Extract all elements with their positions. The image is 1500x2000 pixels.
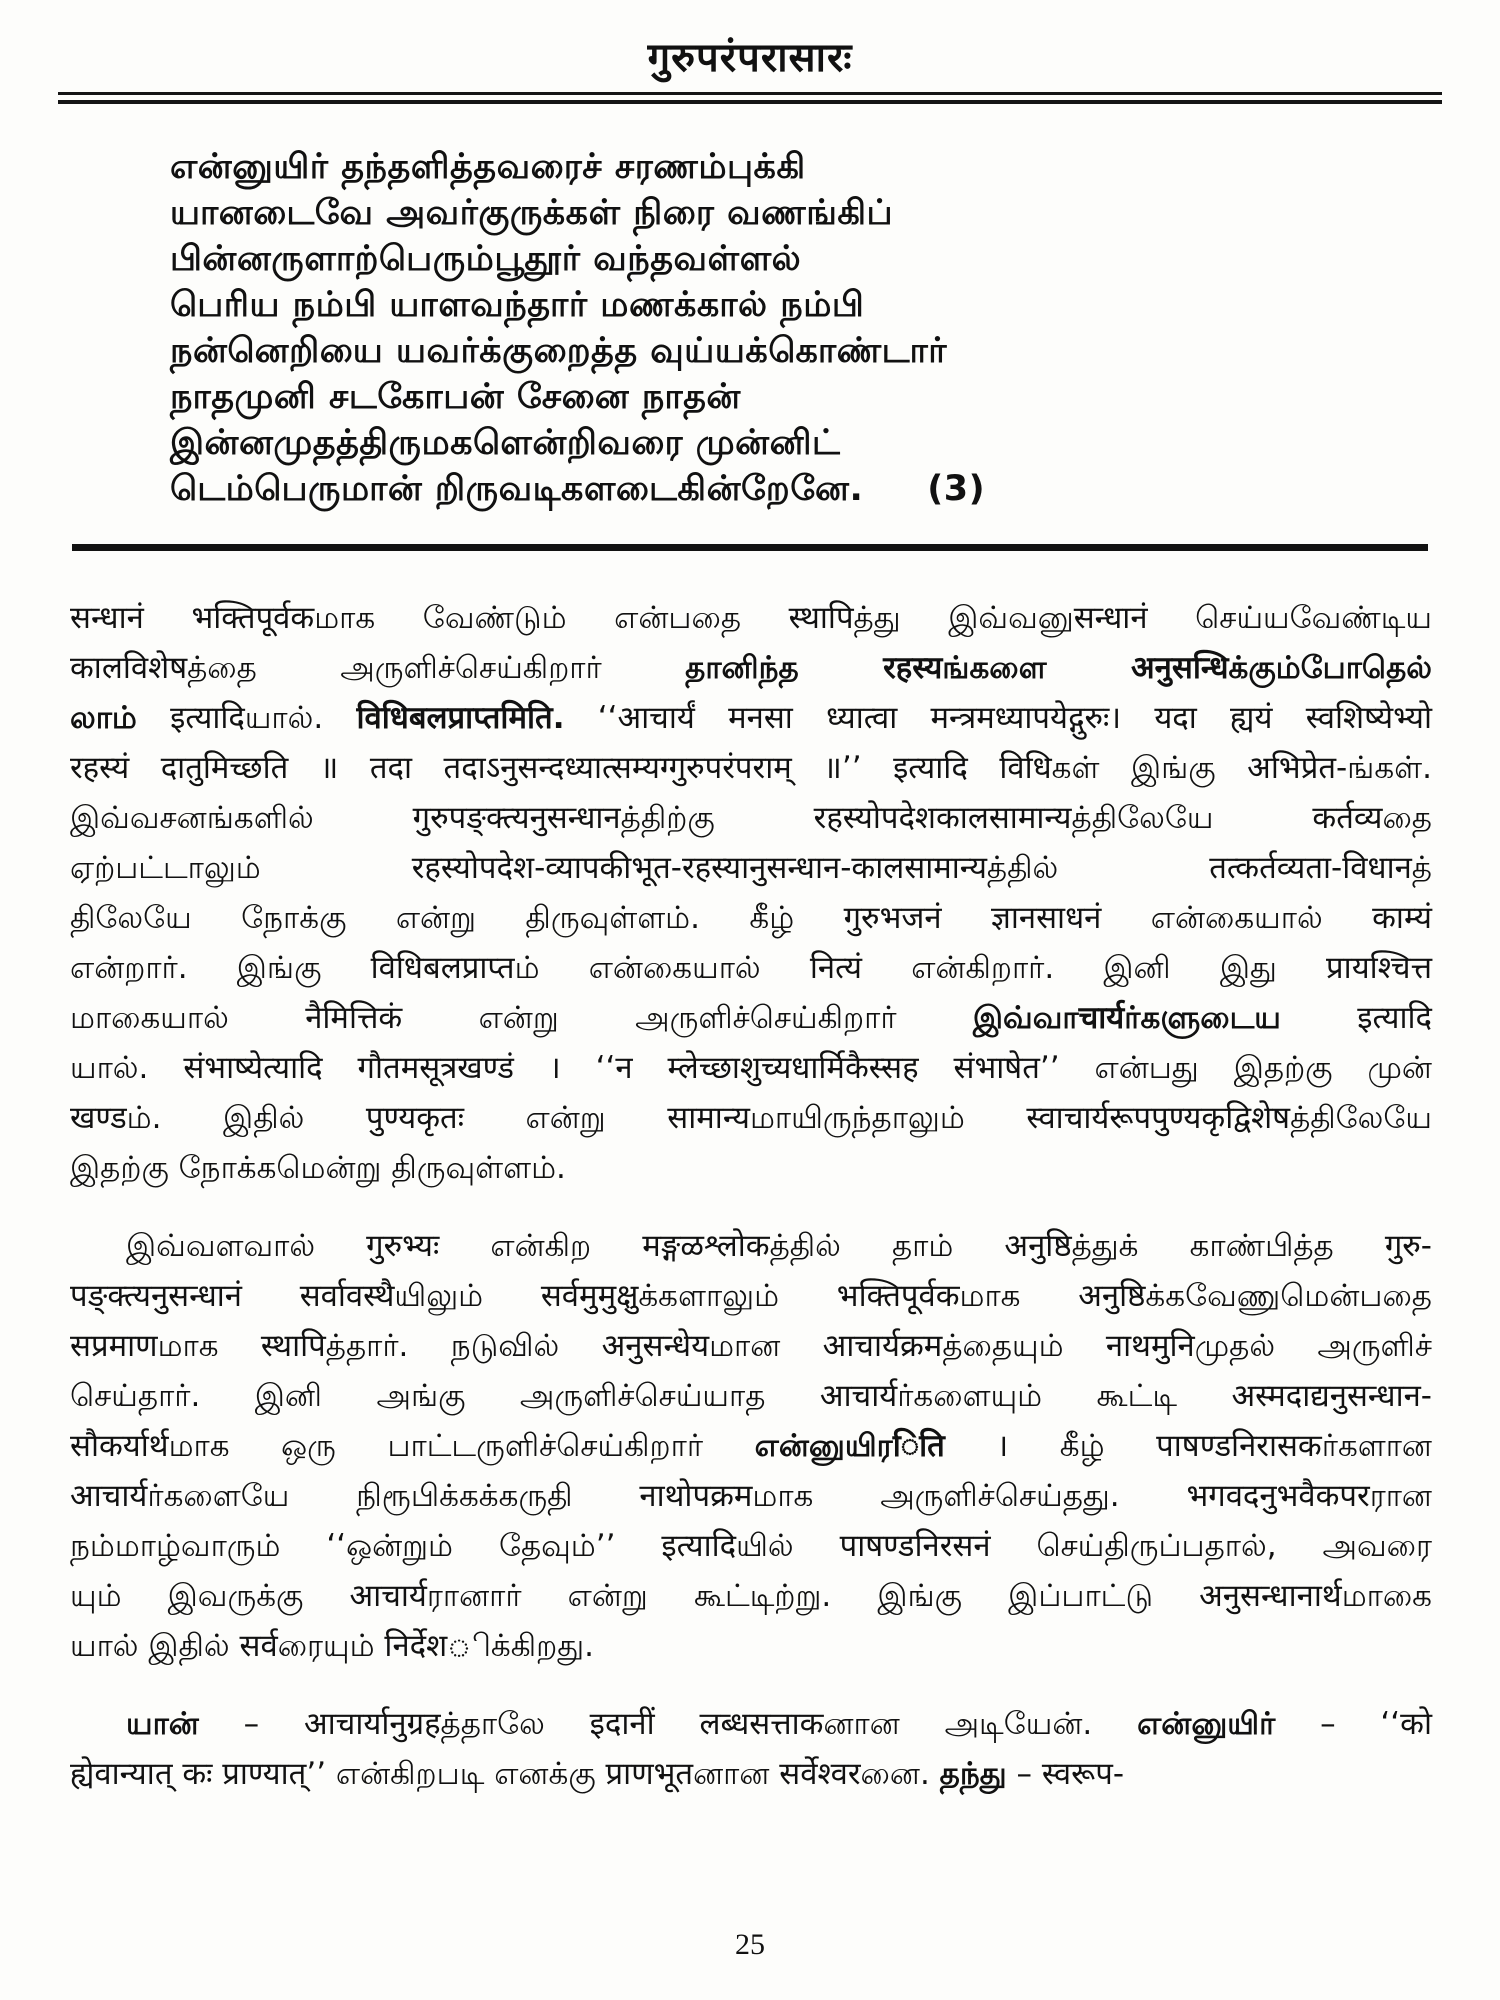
- verse-line-text: யானடைவே அவர்குருக்கள் நிரை வணங்கிப்: [170, 193, 894, 233]
- paragraph: [70, 1699, 1432, 1799]
- body-line: [70, 793, 1432, 843]
- emphasized-text-segment: என்னுயிர்: [1137, 1706, 1276, 1742]
- body-line: [70, 1143, 1432, 1193]
- text-segment: खण्डம். இதில் पुण्यकृतः என்று सामान्यமாயிருந்தாலும் स्वाचार्यरूपपुण्यकृद्विशेषத்திலேயே: [70, 1100, 1432, 1136]
- text-segment: யால். संभाष्येत्यादि गौतमसूत्रखण्डं । ‘‘न म्लेच्छाशुच्यधार्मिकैस्सह संभाषेत’’ என்பது இதற்கு முன்: [70, 1050, 1432, 1086]
- text-segment: என்றார். இங்கு विधिबलप्राप्तம் என்கையால் नित्यं என்கிறார். இனி இது प्रायश्चित्त: [70, 950, 1432, 986]
- verse-line-text: டெம்பெருமான் றிருவடிகளடைகின்றேனே.: [170, 469, 864, 509]
- verse-number: (3): [927, 469, 986, 509]
- verse-line: [170, 420, 1380, 466]
- verse-line: [170, 328, 1380, 374]
- body-line: [70, 993, 1432, 1043]
- body-line: [70, 893, 1432, 943]
- body-line: [70, 1749, 1432, 1799]
- emphasized-text-segment: யான்: [126, 1706, 199, 1742]
- body-line: [70, 593, 1432, 643]
- body-line: [70, 743, 1432, 793]
- text-segment: இதற்கு நோக்கமென்று திருவுள்ளம்.: [70, 1150, 566, 1186]
- emphasized-text-segment: தந்து: [939, 1756, 1007, 1792]
- text-segment: ह्येवान्यात् कः प्राण्यात्’’ என்கிறபடி எனக்கு प्राणभूतனான सर्वेश्वरனை.: [70, 1756, 940, 1792]
- header-rule: [58, 92, 1442, 104]
- text-segment: ‘‘आचार्यं मनसा ध्यात्वा मन्त्रमध्यापयेद्गुरुः। यदा ह्ययं स्वशिष्येभ्यो: [564, 700, 1432, 736]
- text-segment: इत्यादिயால்.: [136, 700, 357, 736]
- commentary-body: [70, 593, 1432, 1799]
- body-line: [70, 1271, 1432, 1321]
- text-segment: நம்மாழ்வாரும் ‘‘ஒன்றும் தேவும்’’ इत्यादिயில் पाषण्डनिरसनं செய்திருப்பதால், அவரை: [70, 1528, 1432, 1564]
- paragraph: [70, 593, 1432, 1193]
- body-line: [70, 1521, 1432, 1571]
- emphasized-text-segment: தானிந்த रहस्यங்களை अनुसन्धिக்கும்போதெல்: [685, 650, 1432, 686]
- text-segment: யால் இதில் सर्वரையும் निर्देशிக்கிறது.: [70, 1628, 594, 1664]
- text-segment: पङ्क्त्यनुसन्धानं सर्वावस्थैயிலும் सर्वमुमुक्षुக்களாலும் भक्तिपूर्वकமாக अनुष्ठिக்கவேணுமென்பதை: [70, 1278, 1432, 1314]
- body-line: [70, 1371, 1432, 1421]
- text-segment: सौकर्यार्थமாக ஒரு பாட்டருளிச்செய்கிறார்: [70, 1428, 755, 1464]
- text-segment: யும் இவருக்கு आचार्यரானார் என்று கூட்டிற்று. இங்கு இப்பாட்டு अनुसन्धानार्थமாகை: [70, 1578, 1432, 1614]
- body-line: [70, 1093, 1432, 1143]
- paragraph: [70, 1221, 1432, 1671]
- verse-line-text: பெரிய நம்பி யாளவந்தார் மணக்கால் நம்பி: [170, 285, 865, 325]
- body-line: [70, 1471, 1432, 1521]
- body-line: [70, 1043, 1432, 1093]
- section-divider-rule: [72, 544, 1428, 551]
- text-segment: ஏற்பட்டாலும் रहस्योपदेश-व्यापकीभूत-रहस्यानुसन्धान-कालसामान्यத்தில் तत्कर्तव्यता-विधानத்: [70, 850, 1432, 886]
- verse-block: [170, 144, 1380, 512]
- text-segment: – आचार्यानुग्रहத்தாலே इदानीं लब्धसत्ताकனான அடியேன்.: [198, 1706, 1138, 1742]
- body-line: [70, 1699, 1432, 1749]
- body-line: [70, 1321, 1432, 1371]
- page-number: 25: [735, 1928, 765, 1961]
- text-segment: இவ்வளவால் गुरुभ्यः என்கிற मङ्गळश्लोकத்தில் தாம் अनुष्ठिத்துக் காண்பித்த गुरु-: [126, 1228, 1432, 1264]
- emphasized-text-segment: இவ்வாचार्यர்களுடைய: [972, 1000, 1281, 1036]
- text-segment: इत्यादि: [1280, 1000, 1432, 1036]
- emphasized-text-segment: லாம்: [70, 700, 137, 736]
- page-header: [0, 0, 1500, 104]
- verse-line: [170, 374, 1380, 420]
- verse-line-text: நன்னெறியை யவர்க்குறைத்த வுய்யக்கொண்டார்: [170, 331, 948, 371]
- verse-line-text: இன்னமுதத்திருமகளென்றிவரை முன்னிட்: [170, 423, 841, 463]
- text-segment: – ‘‘को: [1275, 1706, 1432, 1742]
- text-segment: । கீழ் पाषण्डनिरासकர்களான: [944, 1428, 1432, 1464]
- text-segment: आचार्यர்களையே நிரூபிக்கக்கருதி नाथोपक्रमமாக அருளிச்செய்தது. भगवदनुभवैकपरரான: [70, 1478, 1432, 1514]
- verse-line: [170, 466, 1380, 512]
- text-segment: सन्धानं भक्तिपूर्वकமாக வேண்டும் என்பதை स्थापिத்து இவ்வனுसन्धानं செய்யவேண்டிய: [70, 600, 1432, 636]
- text-segment: செய்தார். இனி அங்கு அருளிச்செய்யாத आचार्यர்களையும் கூட்டி अस्मदाद्यनुसन्धान-: [70, 1378, 1432, 1414]
- body-line: [70, 943, 1432, 993]
- text-segment: மாகையால் नैमित्तिकं என்று அருளிச்செய்கிறார்: [70, 1000, 973, 1036]
- body-line: [70, 1221, 1432, 1271]
- verse-line: [170, 236, 1380, 282]
- text-segment: திலேயே நோக்கு என்று திருவுள்ளம். கீழ் गुरुभजनं ज्ञानसाधनं என்கையால் काम्यं: [70, 900, 1432, 936]
- text-segment: कालविशेषத்தை அருளிச்செய்கிறார்: [70, 650, 686, 686]
- text-segment: रहस्यं दातुमिच्छति ॥ तदा तदाऽनुसन्दध्यात्सम्यग्गुरुपरंपराम् ॥’’ इत्यादि विधिகள் இங்கு अभिप्रेत-ங்கள்.: [70, 750, 1432, 786]
- verse-line-text: நாதமுனி சடகோபன் சேனை நாதன்: [170, 377, 741, 417]
- verse-line-text: பின்னருளாற்பெரும்பூதூர் வந்தவள்ளல்: [170, 239, 802, 279]
- body-line: [70, 843, 1432, 893]
- verse-line-text: என்னுயிர் தந்தளித்தவரைச் சரணம்புக்கி: [170, 147, 806, 187]
- verse-line: [170, 282, 1380, 328]
- page-footer: [0, 1928, 1500, 1962]
- body-line: [70, 643, 1432, 693]
- body-line: [70, 1621, 1432, 1671]
- text-segment: सप्रमाणமாக स्थापिத்தார். நடுவில் अनुसन्धेयமான आचार्यक्रमத்தையும் नाथमुनिமுதல் அருளிச்: [70, 1328, 1432, 1364]
- text-segment: இவ்வசனங்களில் गुरुपङ्क्त्यनुसन्धानத்திற்கு रहस्योपदेशकालसामान्यத்திலேயே कर्तव्यதை: [70, 800, 1432, 836]
- body-line: [70, 693, 1432, 743]
- text-segment: – स्वरूप-: [1006, 1756, 1125, 1792]
- emphasized-text-segment: என்னுயிரिति: [754, 1428, 945, 1464]
- verse-line: [170, 190, 1380, 236]
- body-line: [70, 1571, 1432, 1621]
- emphasized-text-segment: विधिबलप्राप्तमिति.: [356, 700, 565, 736]
- body-line: [70, 1421, 1432, 1471]
- page-title: गुरुपरंपरासारः: [647, 35, 853, 81]
- verse-line: [170, 144, 1380, 190]
